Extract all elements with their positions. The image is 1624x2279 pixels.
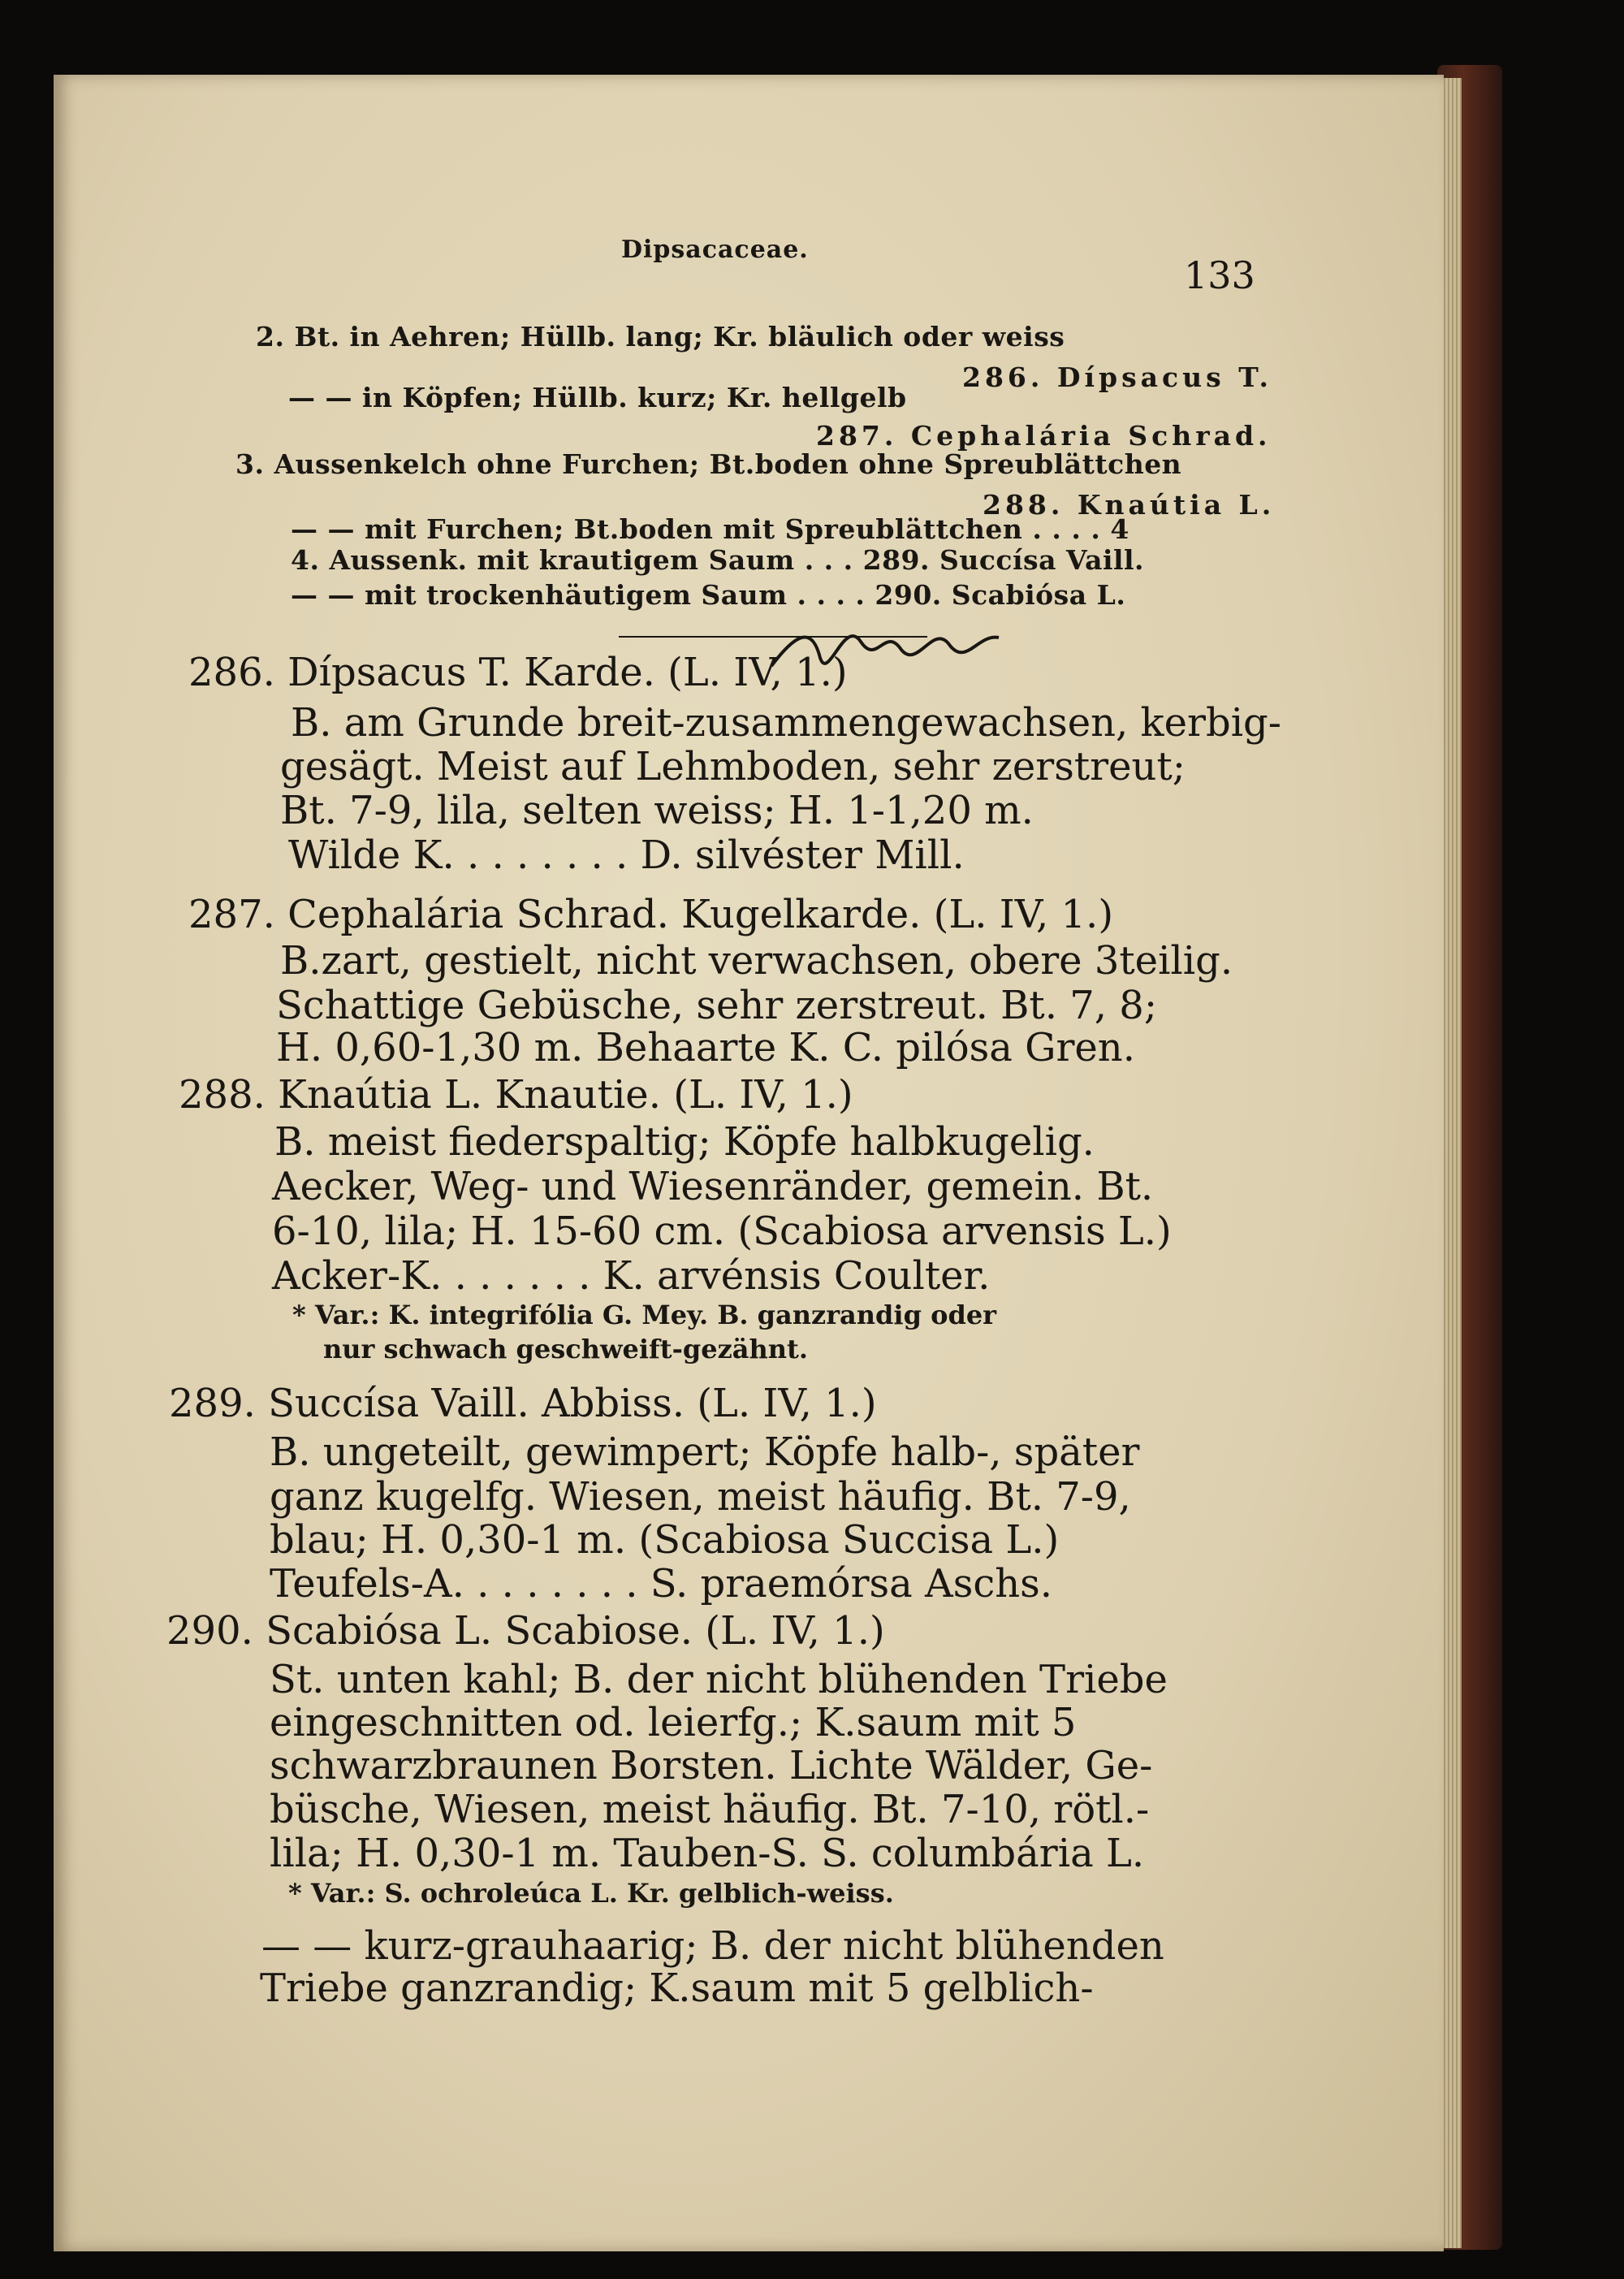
- entry-line: Schattige Gebüsche, sehr zerstreut. Bt. 7, 8;: [276, 983, 1157, 1028]
- entry-line: Wilde K. . . . . . . . D. silvéster Mill.: [288, 832, 965, 878]
- entry-290-title: 290. Scabiósa L. Scabiose. (L. IV, 1.): [166, 1608, 885, 1654]
- entry-line: B.zart, gestielt, nicht verwachsen, obere 3teilig.: [280, 938, 1233, 984]
- entry-line: Acker-K. . . . . . . K. arvénsis Coulter.: [272, 1253, 991, 1299]
- key-line: 4. Aussenk. mit krautigem Saum . . . 289. Succísa Vaill.: [291, 544, 1145, 576]
- entry-line: Bt. 7-9, lila, selten weiss; H. 1-1,20 m.: [280, 788, 1034, 833]
- entry-287-title: 287. Cephalária Schrad. Kugelkarde. (L. IV, 1.): [188, 892, 1114, 937]
- key-line: — — in Köpfen; Hüllb. kurz; Kr. hellgelb: [288, 382, 907, 413]
- key-line: 286. Dípsacus T.: [962, 361, 1272, 393]
- entry-line: Aecker, Weg- und Wiesenränder, gemein. Bt.: [272, 1164, 1154, 1209]
- entry-line: 6-10, lila; H. 15-60 cm. (Scabiosa arvensis L.): [272, 1209, 1172, 1254]
- entry-line: B. am Grunde breit-zusammengewachsen, kerbig-: [291, 700, 1281, 746]
- entry-line: H. 0,60-1,30 m. Behaarte K. C. pilósa Gren.: [276, 1025, 1135, 1070]
- entry-289-title: 289. Succísa Vaill. Abbiss. (L. IV, 1.): [169, 1381, 877, 1426]
- entry-line: eingeschnitten od. leierfg.; K.saum mit 5: [270, 1700, 1077, 1745]
- entry-line: gesägt. Meist auf Lehmboden, sehr zerstreut;: [280, 744, 1186, 789]
- key-line: 287. Cephalária Schrad.: [816, 420, 1272, 452]
- entry-288-title: 288. Knaútia L. Knautie. (L. IV, 1.): [179, 1072, 853, 1118]
- entry-line: Teufels-A. . . . . . . . S. praemórsa Aschs.: [270, 1561, 1053, 1607]
- key-line: 288. Knaútia L.: [983, 489, 1276, 521]
- entry-line: büsche, Wiesen, meist häufig. Bt. 7-10, rötl.-: [270, 1787, 1150, 1832]
- entry-line: blau; H. 0,30-1 m. (Scabiosa Succisa L.): [270, 1517, 1060, 1563]
- tail-line: — — kurz-grauhaarig; B. der nicht blühenden: [261, 1923, 1164, 1969]
- page-number: 133: [1184, 253, 1255, 297]
- entry-286-title: 286. Dípsacus T. Karde. (L. IV, 1.): [188, 650, 848, 695]
- key-line: 2. Bt. in Aehren; Hüllb. lang; Kr. bläulich oder weiss: [256, 321, 1065, 352]
- entry-var: * Var.: K. integrifólia G. Mey. B. ganzrandig oder: [292, 1300, 997, 1330]
- entry-line: ganz kugelfg. Wiesen, meist häufig. Bt. 7-9,: [270, 1474, 1131, 1520]
- entry-line: B. meist fiederspaltig; Köpfe halbkugelig.: [274, 1119, 1095, 1165]
- entry-line: B. ungeteilt, gewimpert; Köpfe halb-, später: [270, 1429, 1140, 1475]
- key-line: — — mit trockenhäutigem Saum . . . . 290. Scabiósa L.: [291, 579, 1126, 611]
- entry-var: * Var.: S. ochroleúca L. Kr. gelblich-weiss.: [288, 1878, 894, 1909]
- entry-line: lila; H. 0,30-1 m. Tauben-S. S. columbária L.: [270, 1831, 1145, 1876]
- running-header: Dipsacaceae.: [621, 236, 809, 264]
- key-line: — — mit Furchen; Bt.boden mit Spreublättchen . . . . 4: [291, 513, 1129, 545]
- entry-var: nur schwach geschweift-gezähnt.: [323, 1334, 808, 1364]
- tail-line: Triebe ganzrandig; K.saum mit 5 gelblich-: [260, 1965, 1094, 2011]
- key-line: 3. Aussenkelch ohne Furchen; Bt.boden ohne Spreublättchen: [235, 448, 1182, 480]
- entry-line: schwarzbraunen Borsten. Lichte Wälder, Ge-: [270, 1743, 1153, 1788]
- entry-line: St. unten kahl; B. der nicht blühenden Triebe: [270, 1657, 1168, 1702]
